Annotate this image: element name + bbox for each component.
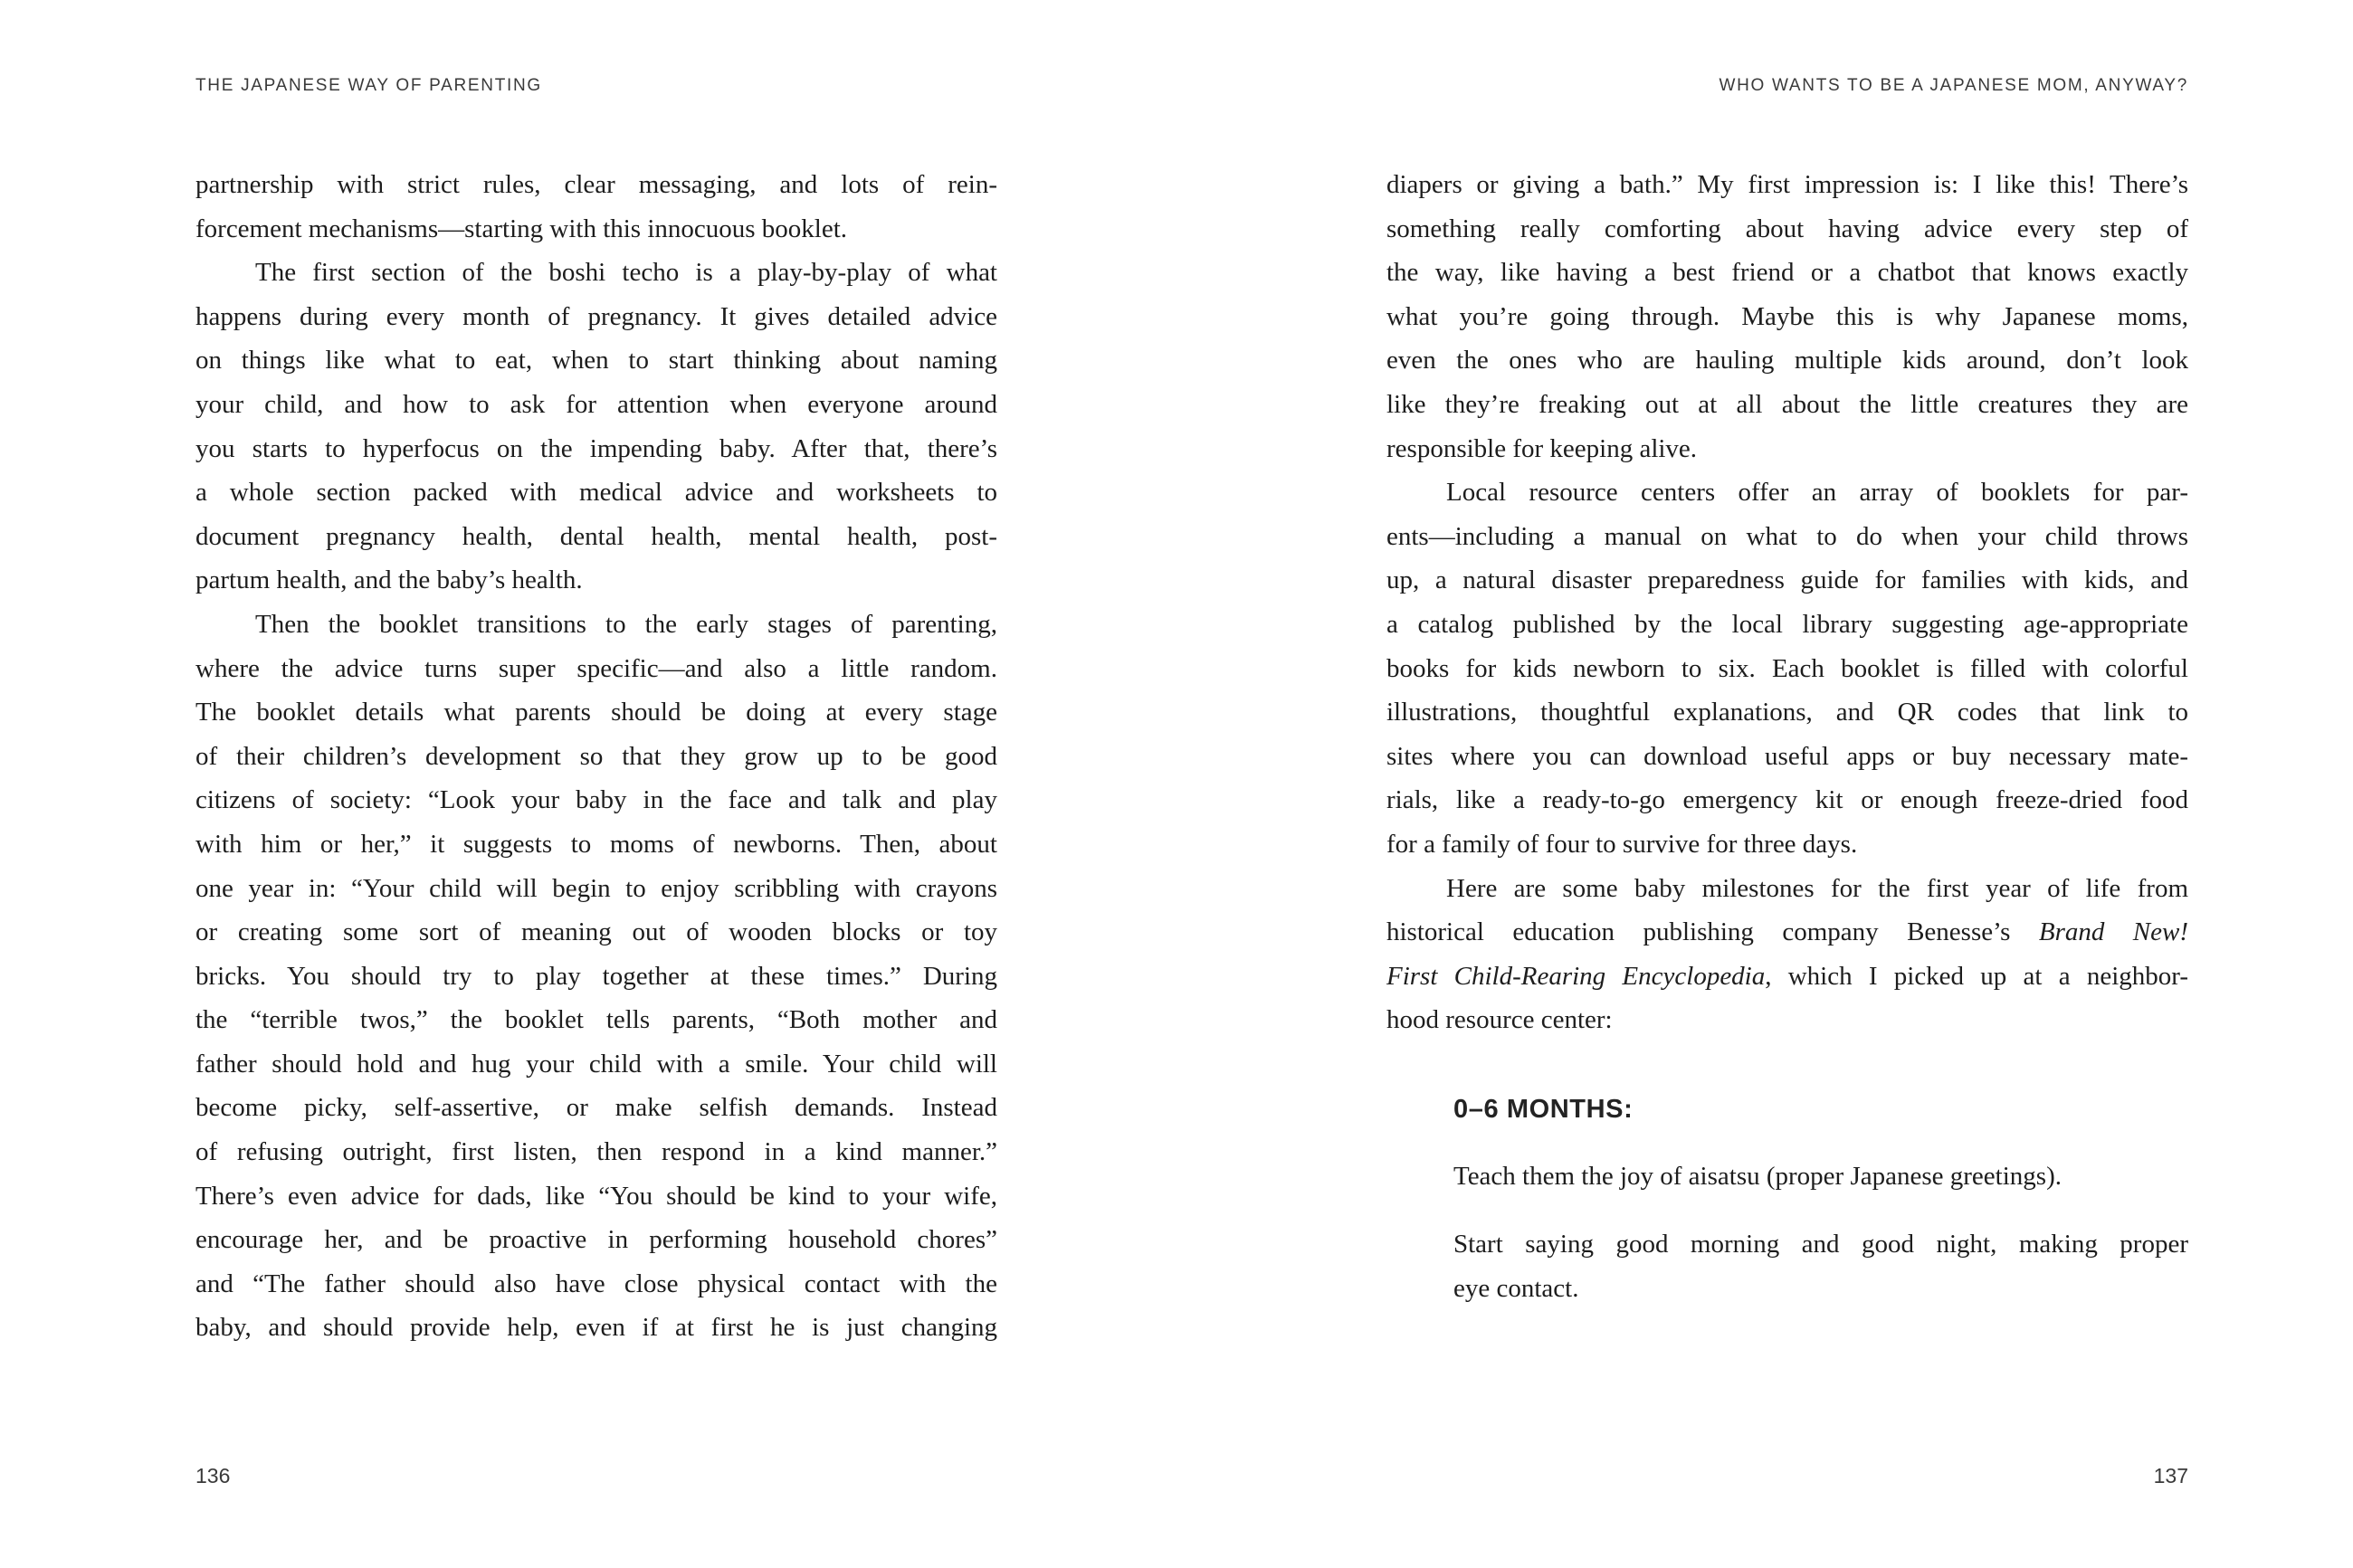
right-page-number: 137	[2153, 1464, 2188, 1487]
text-line	[195, 822, 997, 867]
text-line	[195, 1218, 997, 1262]
text-line	[195, 1086, 997, 1130]
text-line	[1386, 515, 2188, 559]
text-line	[1453, 1155, 2188, 1199]
text-line	[195, 778, 997, 822]
text-segment: Teach them the joy of aisatsu (proper Japanese greetings).	[1453, 1162, 2062, 1192]
text-segment: what you’re going through. Maybe this is why Japanese moms,	[1386, 301, 2188, 331]
milestones-section	[1453, 1088, 2188, 1310]
right-page	[1176, 0, 2353, 1568]
text-segment: the “terrible twos,” the booklet tells parents, “Both mother and	[195, 1005, 997, 1035]
text-line	[195, 998, 997, 1042]
text-segment: diapers or giving a bath.” My first impression is: I like this! There’s	[1386, 170, 2188, 199]
text-segment: , which I picked up at a neighbor-	[1765, 961, 2188, 991]
text-line	[1386, 955, 2188, 999]
text-segment: Here are some baby milestones for the first year of life from	[1446, 873, 2188, 903]
milestones-items	[1453, 1155, 2188, 1310]
text-line	[1453, 1267, 2188, 1311]
text-line	[195, 910, 997, 955]
text-line	[195, 1262, 997, 1307]
text-line	[1386, 690, 2188, 735]
text-line	[195, 867, 997, 911]
text-segment: like they’re freaking out at all about the little creatures they are	[1386, 389, 2188, 419]
right-running-header: WHO WANTS TO BE A JAPANESE MOM, ANYWAY?	[1719, 76, 2188, 95]
text-segment: citizens of society: “Look your baby in the face and talk and play	[195, 785, 997, 815]
text-segment: books for kids newborn to six. Each booklet is filled with colorful	[1386, 653, 2188, 683]
text-segment: or creating some sort of meaning out of wooden blocks or toy	[195, 917, 997, 947]
text-segment: Local resource centers offer an array of booklets for par-	[1446, 478, 2188, 508]
text-segment: ents—including a manual on what to do when your child throws	[1386, 521, 2188, 551]
text-segment: you starts to hyperfocus on the impending baby. After that, there’s	[195, 433, 997, 463]
text-line	[195, 1042, 997, 1087]
text-segment: happens during every month of pregnancy. It gives detailed advice	[195, 301, 997, 331]
right-page-body	[1386, 163, 2188, 1042]
text-line	[1386, 427, 2188, 471]
text-segment: for a family of four to survive for three days.	[1386, 829, 1858, 859]
text-segment: father should hold and hug your child with a smile. Your child will	[195, 1049, 997, 1079]
text-line	[1386, 998, 2188, 1042]
text-segment: illustrations, thoughtful explanations, and QR codes that link to	[1386, 698, 2188, 727]
left-page	[0, 0, 1176, 1568]
text-line	[195, 338, 997, 383]
text-line	[195, 647, 997, 691]
text-segment: bricks. You should try to play together at these times.” During	[195, 961, 997, 991]
text-line	[195, 603, 997, 647]
text-line	[195, 690, 997, 735]
text-segment: where the advice turns super specific—and also a little random.	[195, 653, 997, 683]
text-line	[195, 383, 997, 427]
text-segment: eye contact.	[1453, 1273, 1579, 1303]
italic-text: Brand New!	[2038, 917, 2188, 947]
text-segment: responsible for keeping alive.	[1386, 433, 1698, 463]
text-line	[195, 251, 997, 295]
text-line	[195, 1306, 997, 1350]
text-line	[1453, 1222, 2188, 1267]
text-line	[1386, 910, 2188, 955]
text-segment: encourage her, and be proactive in performing household chores”	[195, 1225, 997, 1255]
text-line	[195, 515, 997, 559]
text-segment: of refusing outright, first listen, then respond in a kind manner.”	[195, 1137, 997, 1167]
text-line	[195, 163, 997, 207]
text-line	[195, 427, 997, 471]
text-segment: The first section of the boshi techo is a play-by-play of what	[255, 258, 997, 288]
text-line	[1386, 558, 2188, 603]
text-segment: of their children’s development so that they grow up to be good	[195, 741, 997, 771]
text-segment: up, a natural disaster preparedness guide for families with kids, and	[1386, 565, 2188, 595]
text-line	[1386, 735, 2188, 779]
text-segment: and “The father should also have close physical contact with the	[195, 1269, 997, 1298]
text-line	[195, 558, 997, 603]
text-segment: hood resource center:	[1386, 1005, 1613, 1035]
text-line	[1386, 295, 2188, 339]
text-line	[1386, 251, 2188, 295]
text-segment: sites where you can download useful apps or buy necessary mate-	[1386, 741, 2188, 771]
text-line	[1386, 647, 2188, 691]
text-segment: a whole section packed with medical advice and worksheets to	[195, 478, 997, 508]
text-segment: forcement mechanisms—starting with this innocuous booklet.	[195, 214, 848, 243]
text-segment: on things like what to eat, when to start thinking about naming	[195, 346, 997, 375]
text-line	[1386, 383, 2188, 427]
text-segment: Then the booklet transitions to the early stages of parenting,	[255, 609, 997, 639]
text-segment: document pregnancy health, dental health, mental health, post-	[195, 521, 997, 551]
text-line	[1386, 778, 2188, 822]
text-segment: partum health, and the baby’s health.	[195, 565, 583, 595]
text-line	[195, 955, 997, 999]
left-page-number: 136	[195, 1464, 231, 1487]
text-segment: partnership with strict rules, clear messaging, and lots of rein-	[195, 170, 997, 199]
text-line	[1386, 822, 2188, 867]
text-line	[1386, 207, 2188, 252]
milestone-item	[1453, 1222, 2188, 1310]
text-segment: rials, like a ready-to-go emergency kit or enough freeze-dried food	[1386, 785, 2188, 815]
text-line	[1386, 867, 2188, 911]
text-line	[195, 295, 997, 339]
text-segment: something really comforting about having advice every step of	[1386, 214, 2188, 243]
text-line	[1386, 470, 2188, 515]
left-running-header: THE JAPANESE WAY OF PARENTING	[195, 76, 542, 95]
right-page-body-wrap	[1386, 163, 2188, 1310]
text-segment: There’s even advice for dads, like “You should be kind to your wife,	[195, 1181, 997, 1211]
text-line	[195, 470, 997, 515]
italic-text: First Child-Rearing Encyclopedia	[1386, 961, 1766, 991]
text-line	[195, 1174, 997, 1219]
milestone-item	[1453, 1155, 2188, 1199]
text-segment: become picky, self-assertive, or make selfish demands. Instead	[195, 1093, 997, 1123]
text-segment: your child, and how to ask for attention when everyone around	[195, 389, 997, 419]
text-segment: with him or her,” it suggests to moms of newborns. Then, about	[195, 829, 997, 859]
text-line	[1386, 603, 2188, 647]
milestones-heading: 0–6 MONTHS:	[1453, 1094, 1634, 1124]
text-line	[195, 1130, 997, 1174]
text-segment: baby, and should provide help, even if at first he is just changing	[195, 1313, 997, 1343]
text-segment: one year in: “Your child will begin to enjoy scribbling with crayons	[195, 873, 997, 903]
text-segment: historical education publishing company Benesse’s	[1386, 917, 2039, 947]
text-segment: the way, like having a best friend or a chatbot that knows exactly	[1386, 258, 2188, 288]
text-line	[1386, 163, 2188, 207]
text-segment: even the ones who are hauling multiple kids around, don’t look	[1386, 346, 2188, 375]
text-segment: The booklet details what parents should be doing at every stage	[195, 698, 997, 727]
text-line	[1386, 338, 2188, 383]
text-segment: Start saying good morning and good night, making proper	[1453, 1230, 2188, 1259]
left-page-body	[195, 163, 997, 1350]
text-line	[195, 207, 997, 252]
text-segment: a catalog published by the local library suggesting age-appropriate	[1386, 609, 2188, 639]
text-line	[195, 735, 997, 779]
